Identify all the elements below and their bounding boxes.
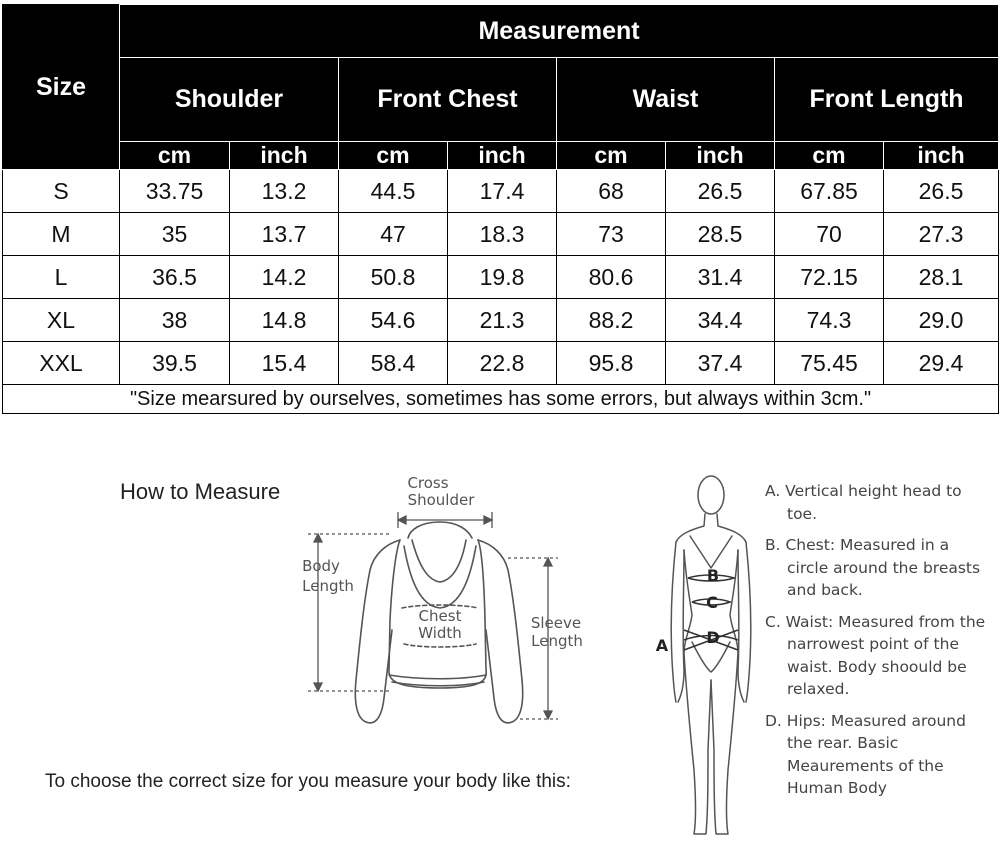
- measurement-cell: 67.85: [775, 170, 884, 213]
- measurement-cell: 72.15: [775, 256, 884, 299]
- body-label: Body: [302, 557, 340, 575]
- measurement-cell: 35: [120, 213, 230, 256]
- measurement-cell: 31.4: [666, 256, 775, 299]
- measurement-cell: 17.4: [448, 170, 557, 213]
- chest-label: Chest: [418, 607, 462, 625]
- front-length-header: Front Length: [775, 58, 999, 142]
- unit-header: inch: [448, 142, 557, 170]
- table-row: [3, 299, 999, 342]
- measurement-cell: 14.2: [230, 256, 339, 299]
- choose-size-instruction: To choose the correct size for you measure your body like this:: [45, 771, 571, 792]
- unit-header: inch: [230, 142, 339, 170]
- measurement-cell: 39.5: [120, 342, 230, 385]
- size-cell: XL: [3, 299, 120, 342]
- legend-item-c: C. Waist: Measured from the narrowest point of the waist. Body shoould be relaxed.: [765, 612, 986, 698]
- unit-header: cm: [557, 142, 666, 170]
- measurement-cell: 28.5: [666, 213, 775, 256]
- figure-letter-c: C: [706, 593, 718, 612]
- measurement-cell: 73: [557, 213, 666, 256]
- measurement-cell: 13.2: [230, 170, 339, 213]
- how-to-measure-title: How to Measure: [120, 479, 281, 504]
- measurement-cell: 44.5: [339, 170, 448, 213]
- measurement-cell: 70: [775, 213, 884, 256]
- cross-shoulder-arrow: [398, 512, 492, 528]
- measurement-cell: 14.8: [230, 299, 339, 342]
- human-body-figure: [671, 476, 751, 834]
- measurement-cell: 74.3: [775, 299, 884, 342]
- measurement-cell: 15.4: [230, 342, 339, 385]
- size-column-header: Size: [3, 5, 120, 170]
- size-cell: XXL: [3, 342, 120, 385]
- cross-label: Cross: [407, 474, 449, 492]
- width-label: Width: [418, 624, 462, 642]
- size-cell: S: [3, 170, 120, 213]
- measurement-legend: [765, 480, 995, 809]
- table-row: [3, 170, 999, 213]
- measurement-cell: 33.75: [120, 170, 230, 213]
- measurement-cell: 22.8: [448, 342, 557, 385]
- figure-letter-d: D: [706, 628, 720, 647]
- measurement-cell: 58.4: [339, 342, 448, 385]
- sleeve-label: Sleeve: [530, 614, 582, 632]
- size-cell: M: [3, 213, 120, 256]
- shoulder-label: Shoulder: [407, 491, 475, 509]
- measurement-note: "Size mearsured by ourselves, sometimes has some errors, but always within 3cm.": [3, 385, 999, 414]
- measurement-cell: 68: [557, 170, 666, 213]
- sleeve-length-label: Length: [531, 632, 583, 650]
- table-row: [3, 256, 999, 299]
- measurement-cell: 27.3: [884, 213, 999, 256]
- unit-header: cm: [120, 142, 230, 170]
- measurement-cell: 13.7: [230, 213, 339, 256]
- measurement-cell: 80.6: [557, 256, 666, 299]
- unit-header: cm: [775, 142, 884, 170]
- unit-header: inch: [666, 142, 775, 170]
- measurement-cell: 37.4: [666, 342, 775, 385]
- waist-header: Waist: [557, 58, 775, 142]
- measurement-cell: 50.8: [339, 256, 448, 299]
- measurement-cell: 88.2: [557, 299, 666, 342]
- table-row: [3, 342, 999, 385]
- measurement-cell: 38: [120, 299, 230, 342]
- size-chart-table: [2, 4, 998, 414]
- measurement-cell: 95.8: [557, 342, 666, 385]
- measurement-cell: 75.45: [775, 342, 884, 385]
- measurement-cell: 18.3: [448, 213, 557, 256]
- measurement-cell: 47: [339, 213, 448, 256]
- measurement-header: Measurement: [120, 5, 999, 58]
- figure-letter-b: B: [706, 566, 720, 585]
- measurement-cell: 26.5: [666, 170, 775, 213]
- measurement-cell: 26.5: [884, 170, 999, 213]
- unit-header: inch: [884, 142, 999, 170]
- measurement-cell: 19.8: [448, 256, 557, 299]
- measurement-cell: 34.4: [666, 299, 775, 342]
- front-chest-header: Front Chest: [339, 58, 557, 142]
- legend-item-d: D. Hips: Measured around the rear. Basic Meaurements of the Human Body: [765, 711, 966, 797]
- length-label: Length: [302, 577, 354, 595]
- table-row: [3, 213, 999, 256]
- figure-letter-a: A: [655, 636, 669, 655]
- measurement-cell: 54.6: [339, 299, 448, 342]
- size-cell: L: [3, 256, 120, 299]
- measurement-cell: 21.3: [448, 299, 557, 342]
- unit-header: cm: [339, 142, 448, 170]
- legend-item-a: A. Vertical height head to toe.: [765, 482, 962, 523]
- shoulder-header: Shoulder: [120, 58, 339, 142]
- measurement-cell: 28.1: [884, 256, 999, 299]
- legend-item-b: B. Chest: Measured in a circle around the breasts and back.: [765, 536, 981, 599]
- measurement-cell: 29.0: [884, 299, 999, 342]
- measurement-cell: 36.5: [120, 256, 230, 299]
- measurement-cell: 29.4: [884, 342, 999, 385]
